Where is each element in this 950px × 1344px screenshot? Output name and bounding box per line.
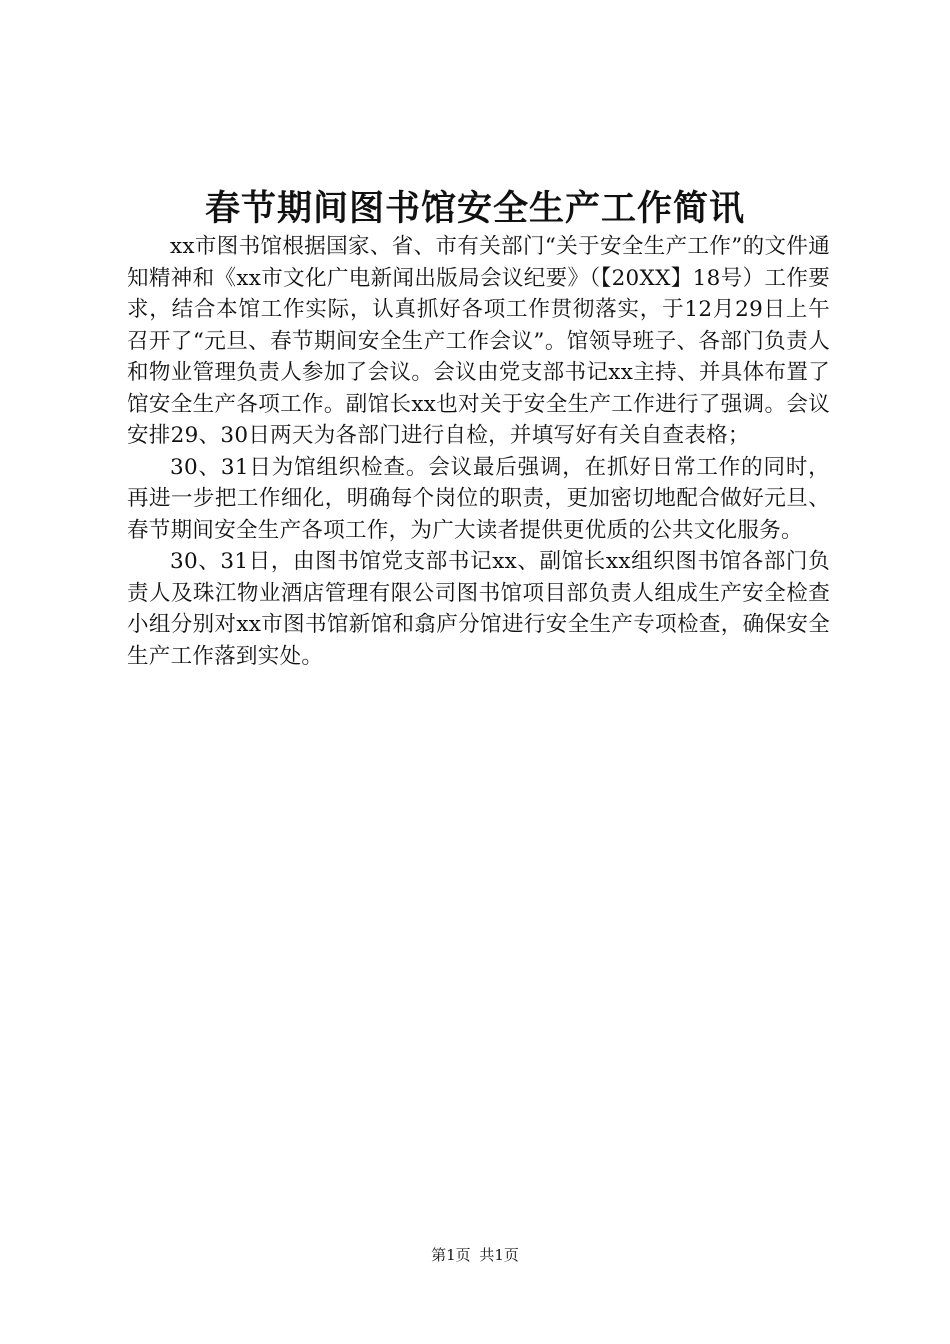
page-footer bbox=[0, 1244, 950, 1266]
document-body bbox=[127, 231, 830, 672]
paragraph-1: xx市图书馆根据国家、省、市有关部门“关于安全生产工作”的文件通知精神和《xx市文化广电新闻出版局会议纪要》（【20XX】18号）工作要求，结合本馆工作实际，认真抓好各项工作贯彻落实，于12月29日上午召开了“元旦、春节期间安全生产工作会议”。馆领导班子、各部门负责人和物业管理负责人参加了会议。会议由党支部书记xx主持、并具体布置了馆安全生产各项工作。副馆长xx也对关于安全生产工作进行了强调。会议安排29、30日两天为各部门进行自检，并填写好有关自查表格； bbox=[127, 234, 830, 448]
document-title: 春节期间图书馆安全生产工作简讯 bbox=[204, 188, 745, 229]
page-total: 共1页 bbox=[479, 1246, 519, 1264]
page-number: 第1页 bbox=[431, 1246, 471, 1264]
paragraph-3: 30、31日，由图书馆党支部书记xx、副馆长xx组织图书馆各部门负责人及珠江物业酒店管理有限公司图书馆项目部负责人组成生产安全检查小组分别对xx市图书馆新馆和翕庐分馆进行安全生产专项检查，确保安全生产工作落到实处。 bbox=[127, 549, 830, 669]
paragraph-2: 30、31日为馆组织检查。会议最后强调，在抓好日常工作的同时，再进一步把工作细化，明确每个岗位的职责，更加密切地配合做好元旦、春节期间安全生产各项工作，为广大读者提供更优质的公共文化服务。 bbox=[127, 454, 830, 543]
